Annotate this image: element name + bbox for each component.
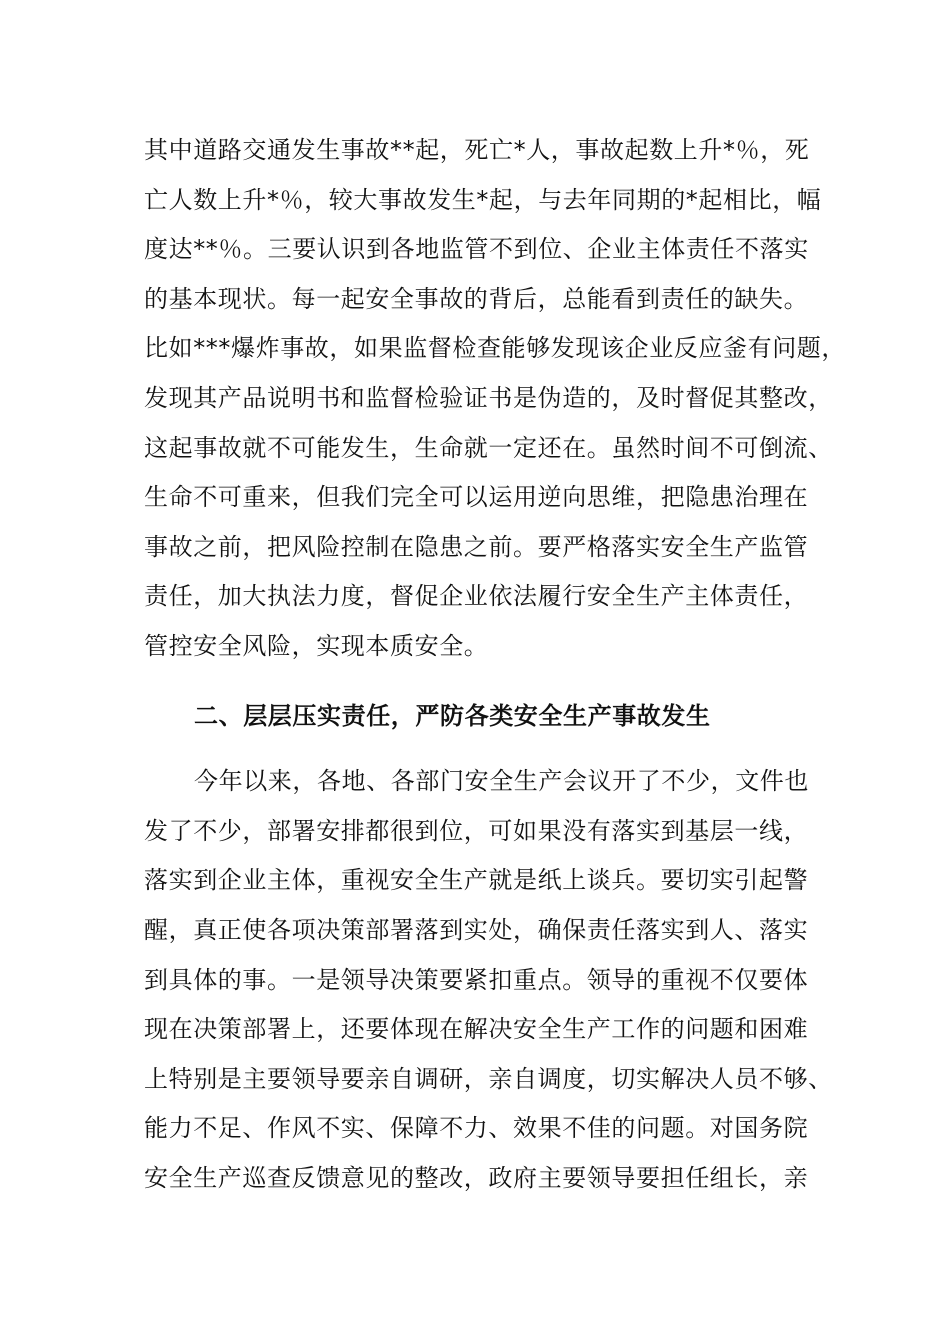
text-line: 其中道路交通发生事故**起，死亡*人，事故起数上升*％，死 <box>144 136 810 164</box>
text-line: 上特别是主要领导要亲自调研，亲自调度，切实解决人员不够、 <box>144 1064 833 1093</box>
text-line: 安全生产巡查反馈意见的整改，政府主要领导要担任组长，亲 <box>144 1163 809 1192</box>
text-line: 生命不可重来，但我们完全可以运用逆向思维，把隐患治理在 <box>144 483 809 512</box>
text-line: 现在决策部署上，还要体现在解决安全生产工作的问题和困难 <box>144 1015 809 1044</box>
text-line: 事故之前，把风险控制在隐患之前。要严格落实安全生产监管 <box>144 532 809 561</box>
text-line: 的基本现状。每一起安全事故的背后，总能看到责任的缺失。 <box>144 284 809 313</box>
text-line: 度达**％。三要认识到各地监管不到位、企业主体责任不落实 <box>144 235 809 264</box>
text-line: 这起事故就不可能发生，生命就一定还在。虽然时间不可倒流、 <box>144 433 833 462</box>
text-line: 落实到企业主体，重视安全生产就是纸上谈兵。要切实引起警 <box>144 866 809 895</box>
text-line: 比如***爆炸事故，如果监督检查能够发现该企业反应釜有问题， <box>144 334 846 363</box>
text-line: 管控安全风险，实现本质安全。 <box>144 631 489 660</box>
text-line: 发现其产品说明书和监督检验证书是伪造的，及时督促其整改， <box>144 383 833 412</box>
document-body <box>144 126 846 1203</box>
text-line: 发了不少，部署安排都很到位，可如果没有落实到基层一线， <box>144 816 809 845</box>
text-line: 醒，真正使各项决策部署落到实处，确保责任落实到人、落实 <box>144 915 809 944</box>
text-line: 责任，加大执法力度，督促企业依法履行安全生产主体责任， <box>144 582 809 611</box>
paragraph-2 <box>144 757 833 1203</box>
text-line: 能力不足、作风不实、保障不力、效果不佳的问题。对国务院 <box>144 1114 809 1143</box>
text-line: 到具体的事。一是领导决策要紧扣重点。领导的重视不仅要体 <box>144 965 809 994</box>
text-line: 今年以来，各地、各部门安全生产会议开了不少，文件也 <box>194 767 809 796</box>
paragraph-1 <box>144 126 846 672</box>
text-line: 亡人数上升*％，较大事故发生*起，与去年同期的*起相比，幅 <box>144 185 822 214</box>
section-heading: 二、层层压实责任，严防各类安全生产事故发生 <box>194 701 711 730</box>
